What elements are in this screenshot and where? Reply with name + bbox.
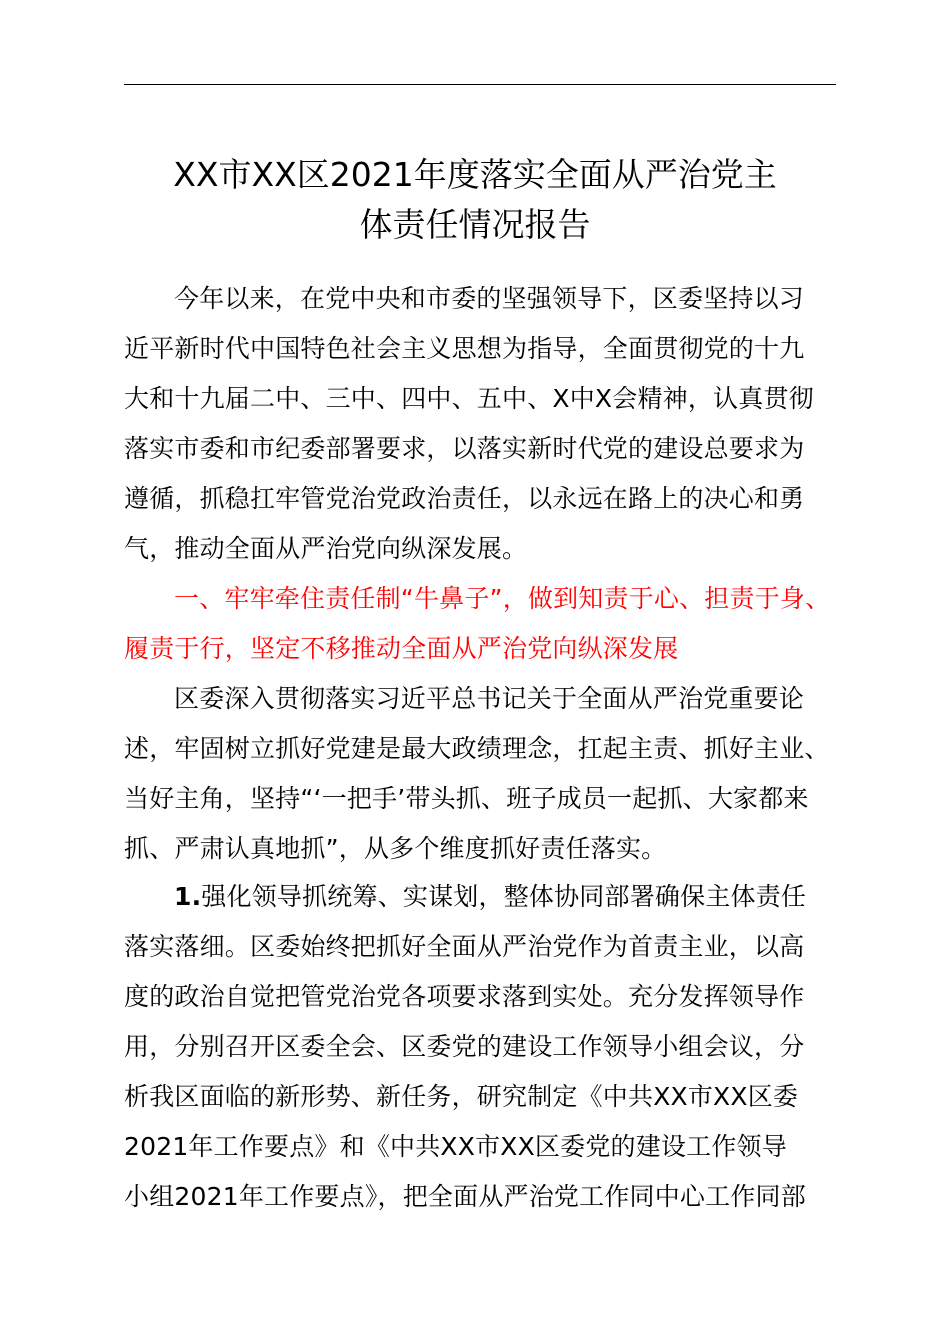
- paragraph-line: 析我区面临的新形势、新任务，研究制定《中共XX市XX区委: [124, 1082, 799, 1111]
- item-1-first-line: [124, 872, 864, 922]
- paragraph-line: 小组2021年工作要点》，把全面从严治党工作同中心工作同部: [124, 1182, 806, 1211]
- paragraph-line: 述，牢固树立抓好党建是最大政绩理念，扛起主责、抓好主业、: [124, 734, 830, 763]
- intro-line: 大和十九届二中、三中、四中、五中、X中X会精神，认真贯彻: [124, 384, 814, 413]
- paragraph-line: 用，分别召开区委全会、区委党的建设工作领导小组会议，分: [124, 1032, 805, 1061]
- paragraph-line: 当好主角，坚持“‘一把手’带头抓、班子成员一起抓、大家都来: [124, 784, 809, 813]
- paragraph-line: 落实落细。区委始终把抓好全面从严治党作为首责主业，以高: [124, 932, 805, 961]
- section-heading-1: [124, 574, 864, 674]
- intro-paragraph: [124, 274, 864, 574]
- header-rule: [124, 84, 836, 85]
- item-1-line-text: 强化领导抓统筹、实谋划，整体协同部署确保主体责任: [201, 882, 807, 911]
- item-1-paragraph: [124, 872, 864, 1222]
- section-1-paragraph: [124, 674, 864, 874]
- title-line-1: XX市XX区2021年度落实全面从严治党主: [173, 155, 777, 194]
- intro-line: 遵循，抓稳扛牢管党治党政治责任，以永远在路上的决心和勇: [124, 484, 805, 513]
- intro-line: 气，推动全面从严治党向纵深发展。: [124, 534, 528, 563]
- paragraph-line: 度的政治自觉把管党治党各项要求落到实处。充分发挥领导作: [124, 982, 805, 1011]
- title-line-2: 体责任情况报告: [359, 205, 591, 244]
- paragraph-line: 抓、严肃认真地抓”，从多个维度抓好责任落实。: [124, 834, 667, 863]
- section-heading-line: 履责于行，坚定不移推动全面从严治党向纵深发展: [124, 634, 679, 663]
- intro-line: 今年以来，在党中央和市委的坚强领导下，区委坚持以习: [174, 284, 805, 313]
- intro-line: 近平新时代中国特色社会主义思想为指导，全面贯彻党的十九: [124, 334, 805, 363]
- intro-line: 落实市委和市纪委部署要求，以落实新时代党的建设总要求为: [124, 434, 805, 463]
- document-title: [100, 150, 850, 250]
- section-heading-line: 一、牢牢牵住责任制“牛鼻子”，做到知责于心、担责于身、: [174, 584, 831, 613]
- item-1-number: 1.: [174, 882, 202, 911]
- paragraph-line: 区委深入贯彻落实习近平总书记关于全面从严治党重要论: [174, 684, 805, 713]
- paragraph-line: 2021年工作要点》和《中共XX市XX区委党的建设工作领导: [124, 1132, 787, 1161]
